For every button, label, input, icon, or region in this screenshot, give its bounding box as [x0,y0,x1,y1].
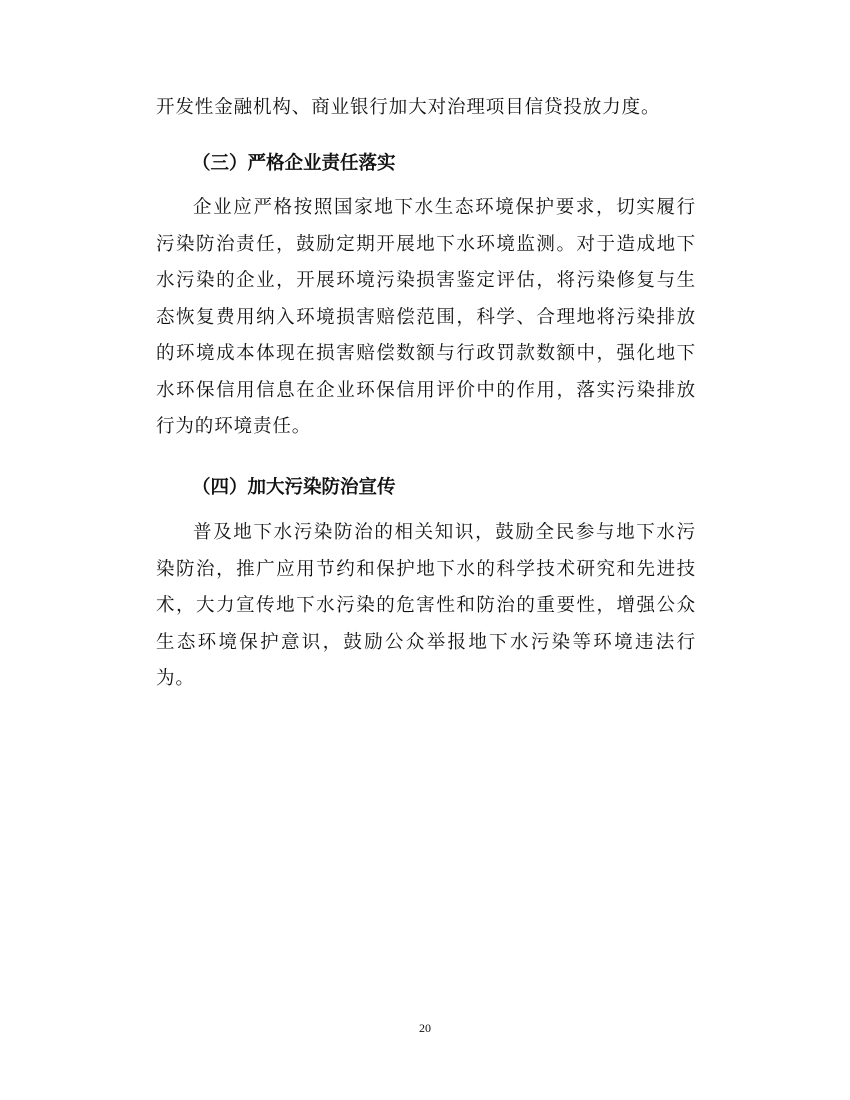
section-heading-3: （三）严格企业责任落实 [192,153,396,174]
page-number: 20 [419,1021,431,1035]
section-paragraph-4: 普及地下水污染防治的相关知识，鼓励全民参与地下水污染防治，推广应用节约和保护地下水的科学技术研究和先进技术，大力宣传地下水污染的危害性和防治的重要性，增强公众生态环境保护意识，鼓励公众举报地下水污染等环境违法行为。 [156,522,696,689]
continuation-paragraph: 开发性金融机构、商业银行加大对治理项目信贷投放力度。 [156,97,661,118]
section-paragraph-3: 企业应严格按照国家地下水生态环境保护要求，切实履行污染防治责任，鼓励定期开展地下水环境监测。对于造成地下水污染的企业，开展环境污染损害鉴定评估，将污染修复与生态恢复费用纳入环境损害赔偿范围，科学、合理地将污染排放的环境成本体现在损害赔偿数额与行政罚款数额中，强化地下水环保信用信息在企业环保信用评价中的作用，落实污染排放行为的环境责任。 [156,197,696,437]
section-heading-4: （四）加大污染防治宣传 [192,477,396,498]
